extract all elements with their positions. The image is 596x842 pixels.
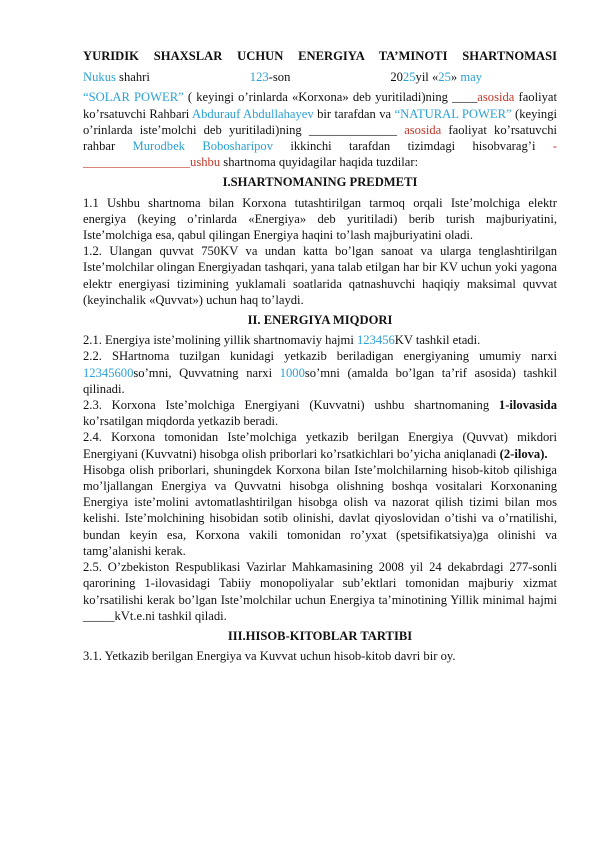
- clause-2-5-text: 2.5. O’zbekiston Respublikasi Vazirlar Mahkamasining 2008 yil 24 dekabrdagi 277-sonli qarorining 1-ilovasidagi Tabiiy monopoliyalar sub’ektlari tomonidan majburiy xizmat ko’rsatilishi kerak bo’lgan Iste’molchilar uchun Energiya ta’minotining Yillik minimal hajmi: [83, 560, 557, 607]
- city-suffix: shahri: [115, 70, 150, 85]
- basis-1: asosida: [477, 90, 515, 105]
- section-2-heading: II. ENERGIYA MIQDORI: [247, 313, 393, 328]
- year-prefix: 20: [390, 70, 403, 85]
- clause-2-1-tail: KV tashkil etadi.: [394, 333, 481, 348]
- annex-1-ref: 1-ilovasida: [498, 398, 557, 413]
- party2-name: “NATURAL POWER”: [394, 106, 512, 121]
- city-name: Nukus: [83, 70, 116, 85]
- clause-1-2: 1.2. Ulangan quvvat 750KV va undan katta bo’lgan sanoat va ularga tenglashtirilgan Iste’molchilar olingan Energiyadan tashqari, yana talab etilgan har bir KV uchun yoki yagona elektr energiyasi tizimining yuklamali soatlarida qatnashuvchi haqiqiy maksimal quvvat (keyinchalik «Quvvat») uchun haq to’laydi.: [83, 244, 557, 307]
- city-line: [83, 69, 150, 85]
- day-suffix: »: [450, 70, 461, 85]
- clause-2-4-text: 2.4. Korxona tomonidan Iste’molchiga yetkazib berilgan Energiya (Quvvat) mikdori Energiyani (Kuvvatni) hisobga olish priborlari ko’rsatkichlari bo’yicha aniqlanadi: [83, 430, 557, 461]
- intro-text-3: bir tarafdan va: [313, 106, 395, 121]
- director-2: Murodbek Bobosharipov: [132, 139, 273, 154]
- intro-text-4: (keyingi o’rinlarda iste’molchi deb yuritiladi)ning: [83, 106, 557, 137]
- clause-2-3-text: 2.3. Korxona Iste’molchiga Energiyani (Kuvvatni) ushbu shartnomaning: [83, 398, 499, 413]
- document-title: YURIDIK SHAXSLAR UCHUN ENERGIYA TA’MINOTI SHARTNOMASI: [83, 49, 557, 63]
- intro-text-7: shartnoma quyidagilar haqida tuzdilar:: [220, 155, 419, 170]
- year-suffix: yil «: [415, 70, 439, 85]
- annex-2-ref: (2-ilova).: [499, 446, 548, 461]
- section-1-heading: I.SHARTNOMANING PREDMETI: [222, 175, 418, 190]
- clause-2-5: [83, 559, 557, 624]
- clause-2-2-text: 2.2. SHartnoma tuzilgan kunidagi yetkazib beriladigan energiyaning umumiy narxi: [83, 349, 557, 364]
- annual-volume: 123456: [357, 333, 395, 348]
- clause-2-1: [83, 332, 557, 348]
- contract-number-suffix: -son: [268, 70, 291, 85]
- basis-3: ushbu: [190, 155, 221, 170]
- blank-2: ______________: [308, 122, 398, 137]
- intro-text-6: ikkinchi tarafdan tizimdagi hisobvarag’i: [273, 139, 553, 154]
- contract-date: [390, 69, 482, 85]
- director-1: Abdurauf Abdullahayev: [192, 106, 314, 121]
- header-row: [83, 69, 557, 85]
- clause-1-1: 1.1 Ushbu shartnoma bilan Korxona tutashtirilgan tarmoq orqali Iste’molchiga elektr energiya (keying o’rinlarda «Energiya» deb yuritiladi) berib turish majburiyatini, Iste’molchiga esa, qabul qilingan Energiya haqini to’lash majburiyatini oladi.: [83, 195, 557, 243]
- blank-1: ____: [452, 90, 478, 105]
- clause-2-5-tail: kVt.e.ni tashkil qiladi.: [114, 608, 227, 623]
- contract-number: [250, 69, 291, 85]
- minimum-volume-blank: _____: [83, 608, 115, 623]
- clause-2-4-continued: Hisobga olish priborlari, shuningdek Korxona bilan Iste’molchilarning hisob-kitob qilishiga mo’ljallangan Energiya va Quvvatni hisobga olishning boshqa vositalari Korxonaning Energiya iste’molini avtomatlashtirilgan hisobga olish va nazorat qilish tizimi bilan mos kelishi. Iste’molchining hisobidan sotib olinishi, davlat qiyoslovidan o’tishi va o’rnatilishi, bundan keyin esa, Korxona vakili tomonidan ro’yxat (spetsifikatsiya)ga olinishi va tamg’alanishi kerak.: [83, 462, 557, 558]
- power-price: 1000: [279, 365, 305, 380]
- clause-2-4: [83, 429, 557, 461]
- clause-2-1-text: 2.1. Energiya iste’molining yillik shartnomaviy hajmi: [83, 333, 357, 348]
- intro-paragraph: [83, 89, 557, 170]
- contract-number-value: 123: [249, 70, 269, 85]
- basis-2: asosida: [404, 122, 442, 137]
- total-price: 12345600: [83, 365, 134, 380]
- intro-text-1: ( keyingi o’rinlarda «Korxona» deb yuritiladi)ning: [183, 90, 453, 105]
- clause-2-2-mid: so’mni, Quvvatning narxi: [133, 365, 280, 380]
- intro-text-2: faoliyat ko’rsatuvchi Rahbari: [83, 90, 557, 121]
- clause-2-2-tail: so’mni (amalda bo’lgan ta’rif asosida) tashkil qilinadi.: [83, 365, 557, 396]
- clause-3-1: 3.1. Yetkazib berilgan Energiya va Kuvvat uchun hisob-kitob davri bir oy.: [83, 649, 456, 664]
- clause-2-2: [83, 348, 557, 397]
- year-value: 25: [402, 70, 416, 85]
- section-3-heading: III.HISOB-KITOBLAR TARTIBI: [227, 628, 413, 643]
- party1-name: “SOLAR POWER”: [83, 90, 184, 105]
- contract-page: [83, 48, 557, 664]
- day-value: 25: [438, 70, 451, 85]
- clause-2-3-tail: ko’rsatilgan miqdorda yetkazib beradi.: [83, 414, 279, 429]
- account-number: -_________________: [83, 139, 557, 170]
- intro-text-5: faoliyat ko’rsatuvchi rahbar: [83, 122, 557, 154]
- month-value: may: [460, 70, 482, 85]
- clause-2-3: [83, 397, 557, 429]
